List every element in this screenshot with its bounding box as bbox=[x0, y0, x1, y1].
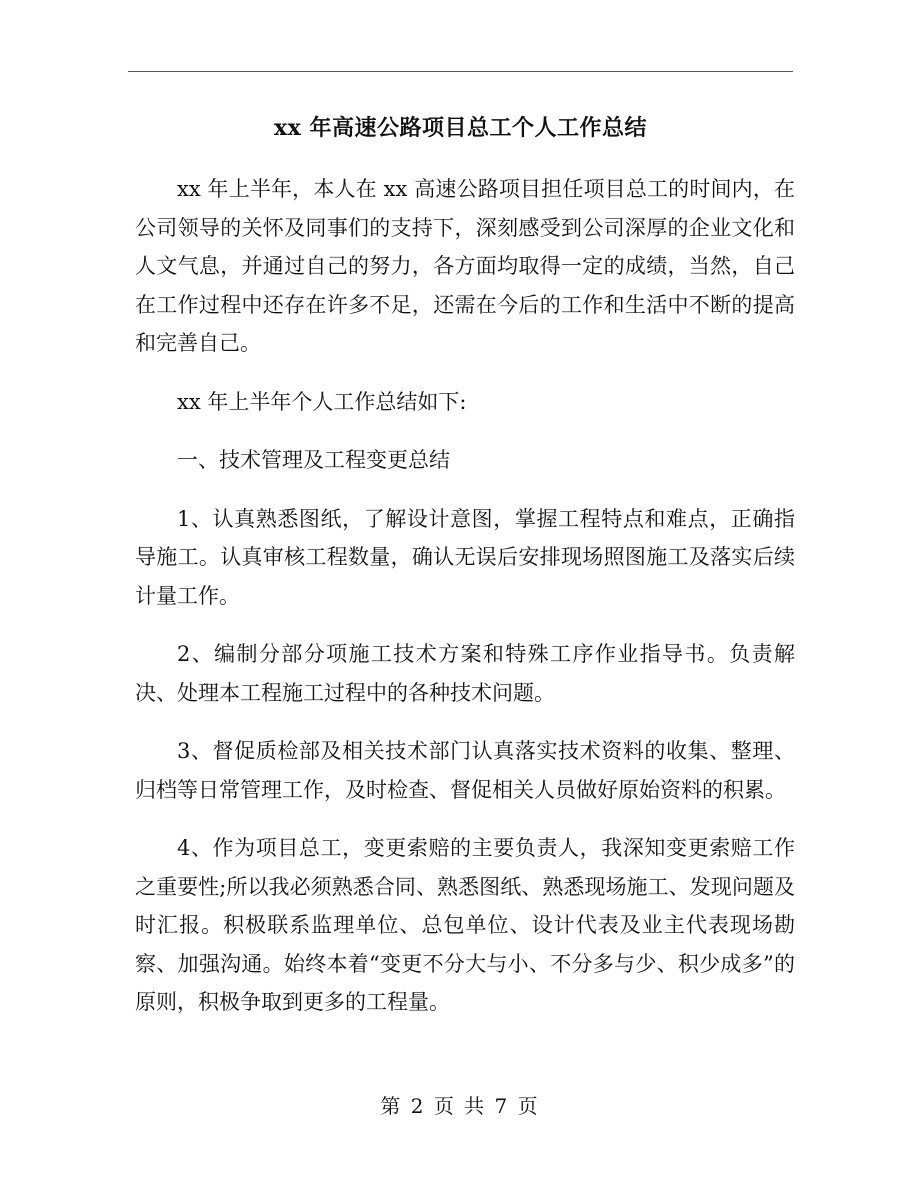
section-heading: 一、技术管理及工程变更总结 bbox=[177, 448, 450, 472]
list-item: 4、作为项目总工，变更索赔的主要负责人，我深知变更索赔工作之重要性;所以我必须熟悉合同、熟悉图纸、熟悉现场施工、发现问题及时汇报。积极联系监理单位、总包单位、设计代表及业主代表现场勘察、加强沟通。始终本着“变更不分大与小、不分多与少、积少成多”的原则，积极争取到更多的工程量。 bbox=[135, 836, 795, 1014]
document-title: xx 年高速公路项目总工个人工作总结 bbox=[274, 115, 647, 141]
list-item: 3、督促质检部及相关技术部门认真落实技术资料的收集、整理、归档等日常管理工作，及时检查、督促相关人员做好原始资料的积累。 bbox=[135, 739, 795, 802]
paragraph-summary-lead: xx 年上半年个人工作总结如下: bbox=[177, 389, 467, 414]
paragraph-intro: xx 年上半年，本人在 xx 高速公路项目担任项目总工的时间内，在公司领导的关怀及同事们的支持下，深刻感受到公司深厚的企业文化和人文气息，并通过自己的努力，各方面均取得一定的成绩，当然，自己在工作过程中还存在许多不足，还需在今后的工作和生活中不断的提高和完善自己。 bbox=[135, 177, 795, 355]
list-item: 1、认真熟悉图纸，了解设计意图，掌握工程特点和难点，正确指导施工。认真审核工程数量，确认无误后安排现场照图施工及落实后续计量工作。 bbox=[135, 506, 795, 608]
header-rule bbox=[128, 71, 793, 72]
page-number-footer: 第 2 页 共 7 页 bbox=[380, 1094, 540, 1118]
list-item: 2、编制分部分项施工技术方案和特殊工序作业指导书。负责解决、处理本工程施工过程中的各种技术问题。 bbox=[135, 642, 795, 705]
document-body bbox=[135, 170, 795, 1042]
